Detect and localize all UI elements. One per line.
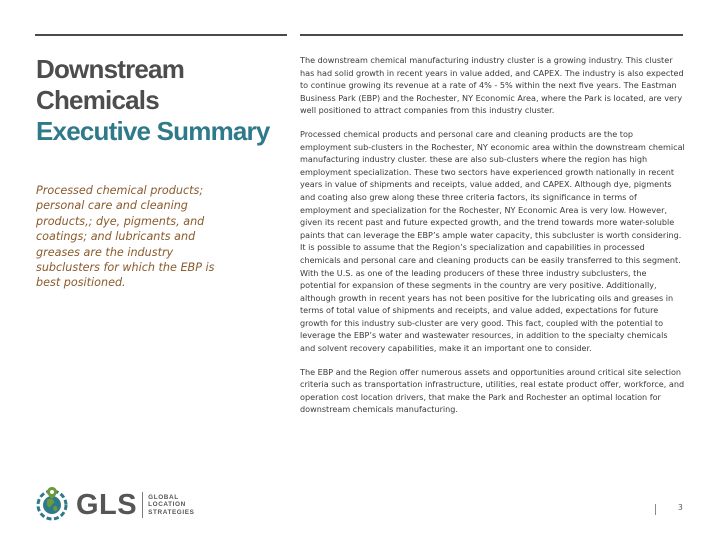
body-paragraph-3: The EBP and the Region offer numerous assets and opportunities around critical site selection criteria such as transportation infrastructure, utilities, real estate product offer, workforce, and operation cost location drivers, that make the Park and Rochester an optimal location for downstream chemicals manufacturing. — [300, 366, 685, 415]
footer-divider — [655, 504, 656, 515]
body-text-column — [300, 54, 685, 427]
logo-sub-global: GLOBAL — [148, 493, 179, 501]
body-paragraph-1: The downstream chemical manufacturing industry cluster is a growing industry. This cluster has had solid growth in recent years in value added, and CAPEX. The industry is also expected to continue growing its revenue at a rate of 4% - 5% within the next five years. The Eastman Business Park (EBP) and the Rochester, NY Economic Area, where the Park is located, are very well positioned to attract companies from this industry cluster. — [300, 55, 684, 116]
top-rule-left — [35, 34, 287, 36]
globe-gear-icon — [34, 485, 70, 525]
logo-sub-strategies: STRATEGIES — [148, 508, 195, 516]
logo-wordmark: GLS — [76, 488, 138, 521]
logo-subtitle — [148, 494, 194, 516]
logo-sub-location: LOCATION — [148, 501, 186, 509]
top-rule-right — [300, 34, 683, 36]
gls-logo — [34, 484, 194, 526]
page-number: 3 — [678, 503, 683, 512]
page-title — [36, 54, 296, 147]
body-paragraph-2: Processed chemical products and personal care and cleaning products are the top employment sub-clusters in the Rochester, NY economic area within the downstream chemical manufacturing industry cluster. these are also sub-clusters where the region has high employment specialization. These two sectors have experienced growth nationally in recent years in value of shipments and receipts, value added, and CAPEX. Although dye, pigments and coating also grew along these three criteria factors, its significance in terms of employment and specialization for the Rochester, NY Economic Area is very low. However, given its recent past and future expected growth, and the trend towards more water-soluble paints that can leverage the EBP’s ample water capacity, this subcluster is worth considering. It is possible to assume that the Region’s specialization and capabilities in processed chemicals and personal care and cleaning products can be easily transferred to this segment. With the U.S. as one of the leading producers of these three industry subclusters, the potential for expansion of these segments in the country are very positive. Additionally, although growth in recent years has not been positive for the lubricating oils and greases in terms of total value of shipments and receipts, and value added, expectations for future growth for this industry sub-cluster are very good. This fact, coupled with the potential to leverage the EBP’s water and wastewater resources, in addition to the specialty chemicals and solvent recovery capabilities, make it an important one to consider. — [300, 128, 685, 354]
title-line-chemicals: Chemicals — [36, 85, 159, 115]
title-line-executive-summary: Executive Summary — [36, 116, 270, 146]
title-line-downstream: Downstream — [36, 54, 185, 84]
logo-divider — [142, 492, 143, 518]
pull-quote: Processed chemical products; personal care and cleaning products,; dye, pigments, and coatings; and lubricants and greases are the industry subclusters for which the EBP is best positioned. — [36, 184, 215, 290]
